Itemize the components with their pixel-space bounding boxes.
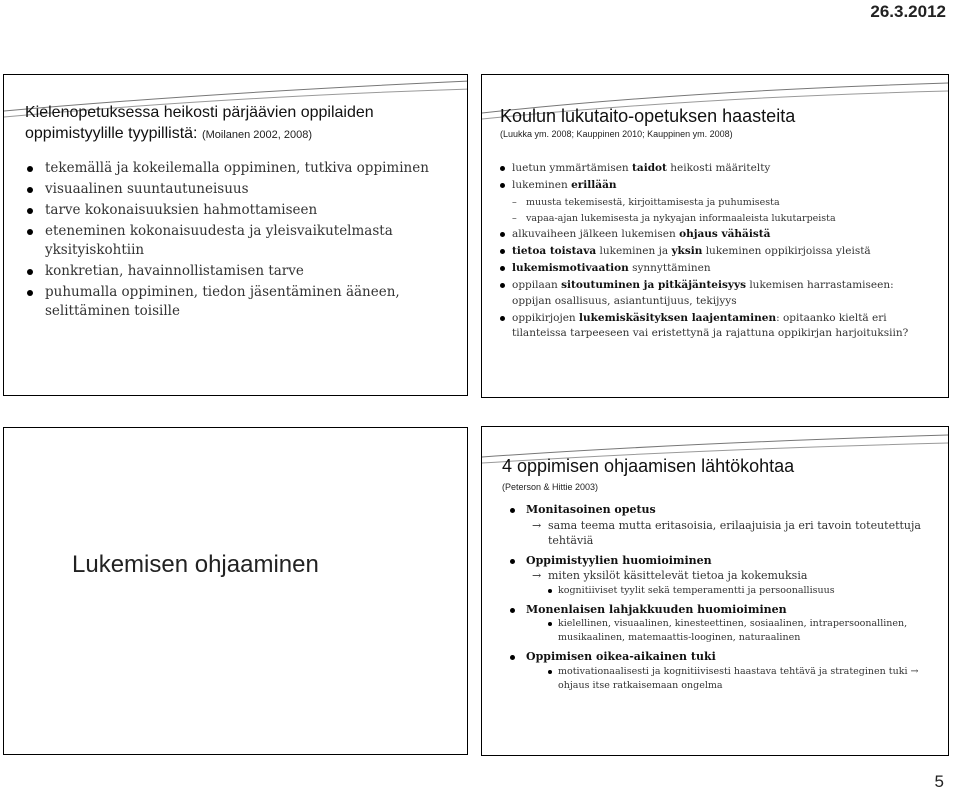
- slide-section-title: [3, 427, 468, 755]
- sub-item: – vapaa-ajan lukemisesta ja nykyajan informaaleista lukutarpeista: [496, 211, 936, 226]
- page-number: 5: [934, 772, 944, 791]
- list-item: oppilaan sitoutuminen ja pitkäjänteisyys lukemisen harrastamiseen: oppijan osallisuus, asiantuntijuus, tekijyys: [496, 278, 936, 309]
- list-item: puhumalla oppiminen, tiedon jäsentäminen ääneen, selittäminen toisille: [23, 283, 463, 321]
- citation: (Peterson & Hittie 2003): [502, 482, 599, 492]
- list-item: alkuvaiheen jälkeen lukemisen ohjaus vähäistä: [496, 227, 936, 243]
- citation: (Moilanen 2002, 2008): [201, 129, 313, 141]
- slide-title: Koulun lukutaito-opetuksen haasteita (Luukka ym. 2008; Kauppinen 2010; Kauppinen ym. 2008): [500, 105, 940, 141]
- list-group: Oppimistyylien huomioiminen → miten yksilöt käsittelevät tietoa ja kokemuksia kognitiiviset tyylit sekä temperamentti ja persoonallisuus: [506, 553, 936, 598]
- list-item: tietoa toistava lukeminen ja yksin lukeminen oppikirjoissa yleistä: [496, 244, 936, 260]
- bullet-list: [506, 502, 936, 697]
- list-item: tekemällä ja kokeilemalla oppiminen, tutkiva oppiminen: [23, 159, 463, 178]
- slide-learning-styles: [3, 74, 468, 396]
- list-group: Monenlaisen lahjakkuuden huomioiminen kielellinen, visuaalinen, kinesteettinen, sosiaalinen, intrapersoonallinen, musikaalinen, matemaattis-looginen, naturaalinen: [506, 602, 936, 646]
- list-item: eteneminen kokonaisuudesta ja yleisvaikutelmasta yksityiskohtiin: [23, 222, 463, 260]
- slide-title: Lukemisen ohjaaminen: [72, 551, 319, 578]
- citation: (Luukka ym. 2008; Kauppinen 2010; Kauppinen ym. 2008): [500, 129, 733, 139]
- list-item: tarve kokonaisuuksien hahmottamiseen: [23, 201, 463, 220]
- slide-title: Kielenopetuksessa heikosti pärjäävien oppilaiden oppimistyylille tyypillistä: (Moilanen 2002, 2008): [25, 104, 374, 142]
- list-group: Monitasoinen opetus → sama teema mutta eritasoisia, erilaajuisia ja eri tavoin toteutettuja tehtäviä: [506, 502, 936, 549]
- slide-literacy-challenges: [481, 74, 949, 398]
- list-item: visuaalinen suuntautuneisuus: [23, 180, 463, 199]
- arrow-right-icon: →: [532, 569, 542, 582]
- list-item: luetun ymmärtämisen taidot heikosti määritelty: [496, 161, 936, 177]
- arrow-right-icon: →: [532, 518, 542, 532]
- arrow-right-icon: →: [910, 665, 919, 677]
- slide-guidance-principles: [481, 426, 949, 756]
- list-item: konkretian, havainnollistamisen tarve: [23, 262, 463, 281]
- list-item: lukeminen erillään: [496, 178, 936, 194]
- list-item: lukemismotivaation synnyttäminen: [496, 261, 936, 277]
- bullet-list: [23, 159, 463, 323]
- sub-item: – muusta tekemisestä, kirjoittamisesta ja puhumisesta: [496, 195, 936, 210]
- slide-title: 4 oppimisen ohjaamisen lähtökohtaa (Peterson & Hittie 2003): [502, 455, 942, 497]
- list-group: Oppimisen oikea-aikainen tuki motivationaalisesti ja kognitiivisesti haastava tehtävä ja strateginen tuki → ohjaus itse ratkaisemaan ongelma: [506, 649, 936, 693]
- bullet-list: [496, 161, 936, 343]
- list-item: oppikirjojen lukemiskäsityksen laajentaminen: opitaanko kieltä eri tilanteissa tarpeeseen vai eristettynä ja rajattuna oppikirjan harjoituksiin?: [496, 311, 936, 342]
- page-date: 26.3.2012: [870, 2, 946, 21]
